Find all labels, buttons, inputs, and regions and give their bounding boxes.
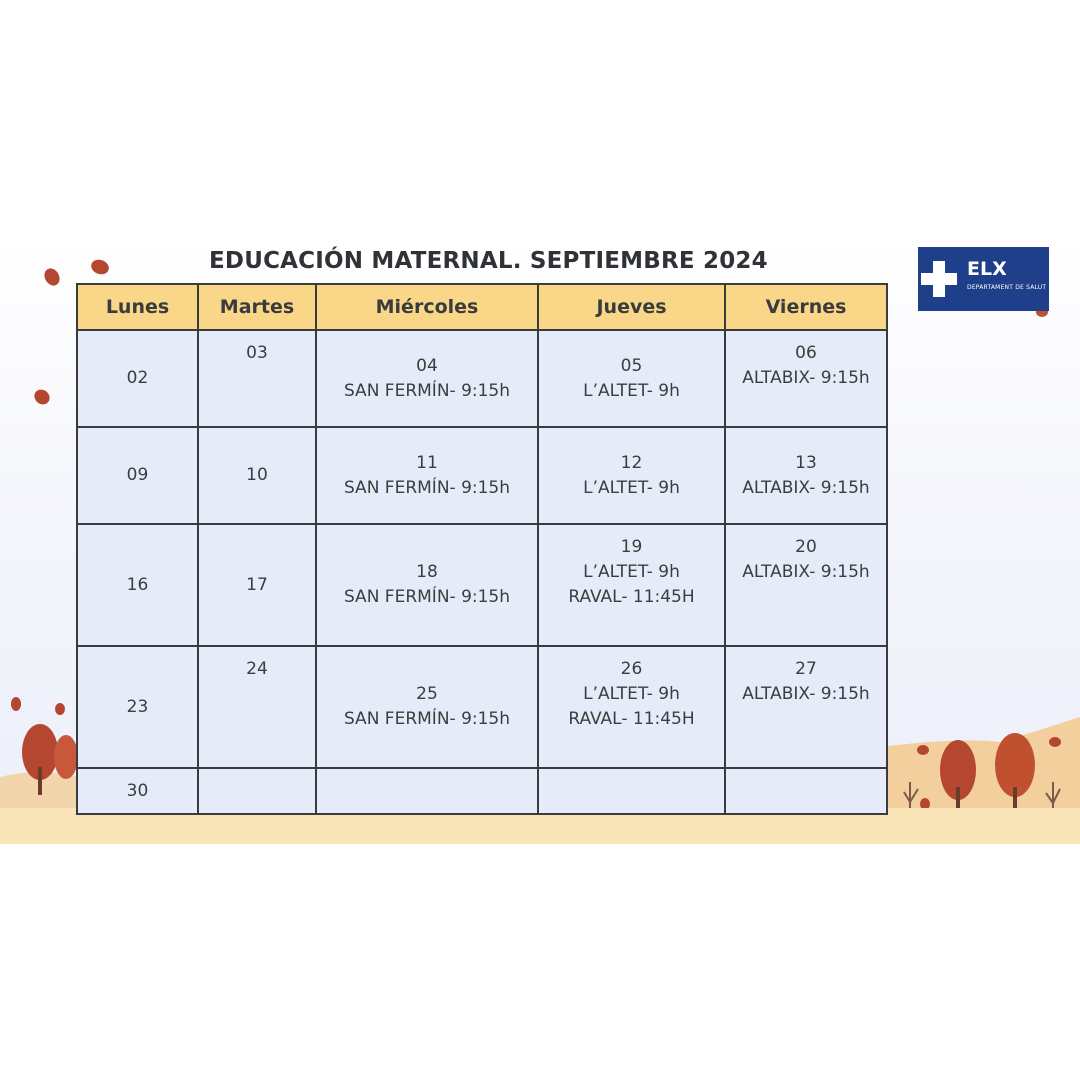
calendar-day-cell bbox=[198, 427, 316, 524]
calendar-day-cell bbox=[538, 768, 725, 814]
session-entry: ALTABIX- 9:15h bbox=[742, 368, 870, 388]
day-number: 17 bbox=[246, 574, 268, 595]
header-jueves: Jueves bbox=[538, 284, 725, 330]
session-entry: L’ALTET- 9h bbox=[583, 380, 680, 401]
session-entry: SAN FERMÍN- 9:15h bbox=[343, 709, 511, 729]
calendar-week-row bbox=[77, 427, 887, 524]
calendar-day-cell bbox=[725, 524, 887, 646]
day-number: 20 bbox=[795, 537, 817, 557]
calendar-day-cell bbox=[725, 330, 887, 427]
day-number: 04 bbox=[416, 355, 438, 376]
calendar-day-cell bbox=[725, 768, 887, 814]
day-number: 30 bbox=[126, 780, 149, 801]
day-number: 19 bbox=[620, 537, 643, 557]
calendar-day-cell bbox=[198, 646, 316, 768]
calendar-day-cell bbox=[198, 524, 316, 646]
day-number: 26 bbox=[620, 659, 643, 679]
day-number: 16 bbox=[126, 574, 149, 595]
day-number: 27 bbox=[795, 659, 817, 679]
calendar-week-row bbox=[77, 524, 887, 646]
session-entry: RAVAL- 11:45H bbox=[568, 709, 695, 729]
calendar-day-cell bbox=[538, 330, 725, 427]
calendar-day-cell bbox=[316, 330, 538, 427]
day-number: 05 bbox=[620, 355, 643, 376]
session-entry: SAN FERMÍN- 9:15h bbox=[343, 380, 511, 401]
calendar-day-cell bbox=[198, 330, 316, 427]
day-number: 11 bbox=[416, 452, 438, 473]
day-number: 24 bbox=[246, 659, 268, 679]
day-number: 09 bbox=[126, 465, 149, 485]
calendar-day-cell bbox=[198, 768, 316, 814]
day-number: 18 bbox=[416, 562, 438, 582]
calendar-table bbox=[76, 283, 888, 815]
calendar-day-cell bbox=[538, 646, 725, 768]
calendar-day-cell bbox=[725, 427, 887, 524]
session-entry: SAN FERMÍN- 9:15h bbox=[343, 587, 511, 607]
day-number: 25 bbox=[416, 684, 438, 704]
session-entry: SAN FERMÍN- 9:15h bbox=[343, 477, 511, 498]
calendar-header-row bbox=[77, 284, 887, 330]
calendar-week-row bbox=[77, 646, 887, 768]
calendar-day-cell bbox=[77, 646, 198, 768]
session-entry: ALTABIX- 9:15h bbox=[742, 562, 870, 582]
session-entry: RAVAL- 11:45H bbox=[568, 587, 695, 607]
session-entry: L’ALTET- 9h bbox=[583, 562, 680, 582]
session-entry: L’ALTET- 9h bbox=[583, 477, 680, 498]
logo-subtitle: DEPARTAMENT DE SALUT bbox=[967, 284, 1047, 291]
header-miercoles: Miércoles bbox=[316, 284, 538, 330]
calendar-day-cell bbox=[725, 646, 887, 768]
page-title: EDUCACIÓN MATERNAL. SEPTIEMBRE 2024 bbox=[209, 248, 768, 274]
day-number: 12 bbox=[620, 452, 643, 473]
calendar-week-row bbox=[77, 768, 887, 814]
calendar-day-cell bbox=[316, 427, 538, 524]
header-viernes: Viernes bbox=[725, 284, 887, 330]
elx-logo bbox=[918, 247, 1049, 311]
calendar-day-cell bbox=[538, 524, 725, 646]
calendar-day-cell bbox=[77, 524, 198, 646]
day-number: 06 bbox=[795, 343, 817, 363]
day-number: 02 bbox=[126, 368, 149, 388]
session-entry: ALTABIX- 9:15h bbox=[742, 477, 870, 498]
day-number: 03 bbox=[246, 343, 268, 363]
header-lunes: Lunes bbox=[77, 284, 198, 330]
calendar-day-cell bbox=[538, 427, 725, 524]
calendar-day-cell bbox=[77, 330, 198, 427]
calendar-day-cell bbox=[316, 524, 538, 646]
day-number: 13 bbox=[795, 452, 817, 473]
day-number: 10 bbox=[246, 465, 268, 485]
header-martes: Martes bbox=[198, 284, 316, 330]
session-entry: ALTABIX- 9:15h bbox=[742, 684, 870, 704]
calendar-day-cell bbox=[77, 768, 198, 814]
calendar-week-row bbox=[77, 330, 887, 427]
calendar-day-cell bbox=[316, 768, 538, 814]
calendar-day-cell bbox=[316, 646, 538, 768]
session-entry: L’ALTET- 9h bbox=[583, 684, 680, 704]
calendar-day-cell bbox=[77, 427, 198, 524]
day-number: 23 bbox=[126, 696, 149, 717]
logo-brand: ELX bbox=[967, 258, 1007, 280]
